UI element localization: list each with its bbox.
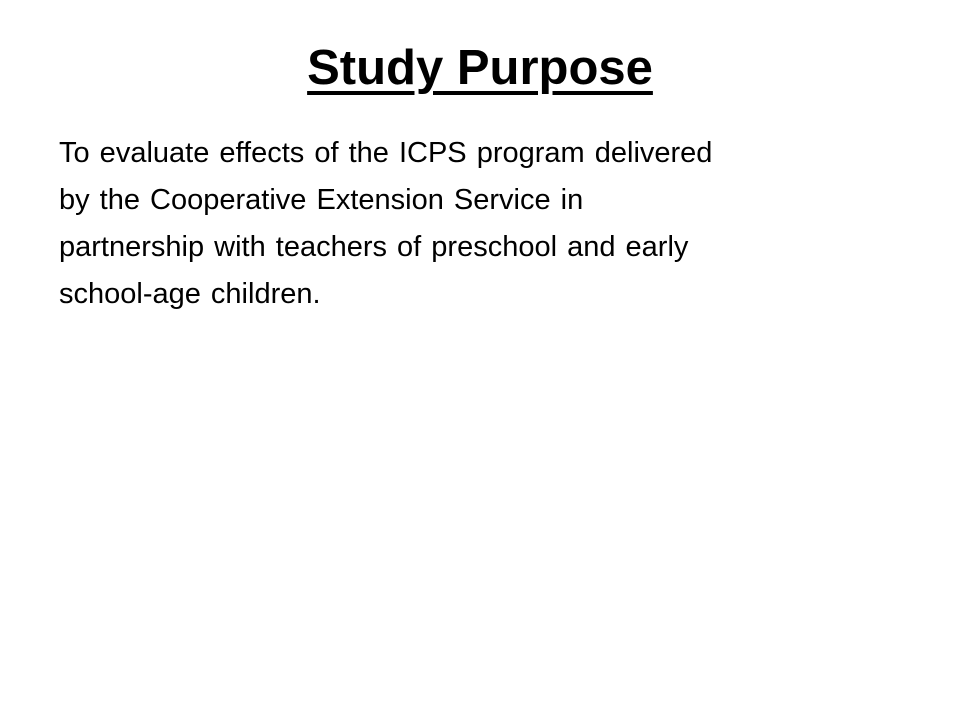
body-line: by the Cooperative Extension Service in [59, 184, 584, 216]
body-line: school-age children. [59, 278, 321, 310]
slide-title: Study Purpose [307, 41, 653, 95]
slide-body-text [59, 130, 909, 318]
body-line: partnership with teachers of preschool and early [59, 231, 689, 263]
body-line: To evaluate effects of the ICPS program delivered [59, 137, 713, 169]
